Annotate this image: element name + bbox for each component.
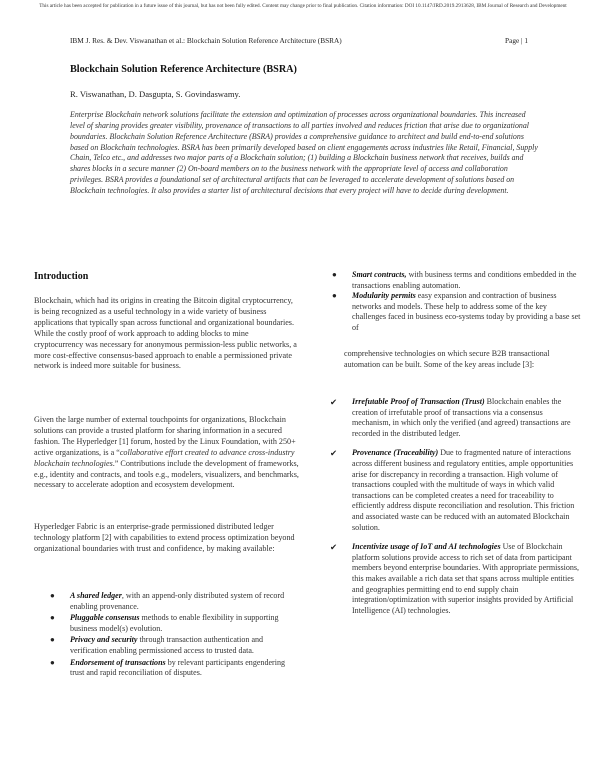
list-item	[330, 270, 582, 291]
list-item-term: Provenance (Traceability)	[352, 448, 439, 458]
page-number: Page | 1	[505, 36, 528, 45]
fabric-features-list-continued	[330, 270, 582, 334]
list-item-text: by relevant participants engendering trust and rapid reconciliation of disputes.	[70, 657, 286, 678]
fabric-features-list	[48, 591, 300, 680]
bullet-icon: ●	[50, 635, 55, 645]
list-item-text: Use of Blockchain platform solutions provide access to rich set of data from participant members beyond enterprise boundaries. With appropriate permissions, this makes available a rich data set that spans across multiple entities and geographies permitting end to end supply chain integration/optimization with superior insights provided by Artificial Intelligence (AI) technologies.	[352, 542, 580, 615]
list-item-term: Pluggable consensus	[70, 613, 140, 623]
bullet-icon: ●	[50, 591, 55, 600]
list-item	[330, 448, 582, 533]
checkmark-icon: ✔	[330, 542, 338, 553]
list-item-term: A shared ledger	[70, 591, 122, 600]
list-item	[48, 591, 300, 612]
intro-paragraph-2-part-b: .” Contributions include the development of frameworks, e.g., identity and contracts, and tools e.g., modelers, visualizers, and benchmarks, necessary to accelerate adoption and ecosystem development.	[34, 458, 299, 490]
checkmark-icon: ✔	[330, 397, 338, 407]
bullet-icon: ●	[50, 657, 55, 667]
list-item-text: Due to fragmented nature of interactions across different business and regulatory entities, ample opportunities arise for discrepancy in recording a transaction. High volume of transactions coupled with the multitude of ways in which valid transactions can be completed creates a need for traceability to efficiently address dispute reconciliation and resolution. This friction and associated waste can be reduced with an automated Blockchain solution.	[352, 448, 575, 532]
list-item-text: with business terms and conditions embedded in the transactions enabling automation.	[352, 270, 577, 290]
list-item	[48, 635, 300, 656]
intro-paragraph-3: Hyperledger Fabric is an enterprise-grade permissioned distributed ledger technology platform [2] with capabilities to extend process optimization beyond organizational boundaries with trust and confidence, by making available:	[34, 522, 295, 553]
list-item-text: easy expansion and contraction of business networks and models. These help to address some of the key challenges faced in business eco-systems today by providing a base set of	[352, 291, 581, 332]
bullet-icon: ●	[332, 291, 337, 301]
list-item	[330, 397, 582, 439]
intro-paragraph-1: Blockchain, which had its origins in creating the Bitcoin digital cryptocurrency, is being recognized as a useful technology in a wide variety of business applications that typically span across functional and organizational boundaries. While the costly proof of work approach to adding blocks to mine cryptocurrency was necessary for anonymous permission-less public networks, a more cost-effective consensus-based approach to enable a permissioned private network is indeed more suitable for business.	[34, 296, 297, 371]
bullet-icon: ●	[50, 613, 55, 623]
list-item	[330, 291, 582, 333]
list-item-text: , with an append-only distributed system of record enabling provenance.	[70, 591, 285, 611]
intro-quote: collaborative effort created to advance cross-industry blockchain technologies	[34, 447, 295, 468]
running-head: IBM J. Res. & Dev. Viswanathan et al.: Blockchain Solution Reference Architecture (BSRA)	[70, 36, 342, 45]
key-areas-intro: comprehensive technologies on which secure B2B transactional automation can be built. Some of the key areas include [3]:	[344, 349, 550, 369]
list-item-text: through transaction authentication and verification enabling permissioned access to trusted data.	[70, 635, 264, 655]
list-item-term: Smart contracts,	[352, 270, 407, 279]
list-item-term: Privacy and security	[70, 635, 138, 645]
intro-paragraph-2	[34, 415, 299, 491]
list-item-term: Endorsement of transactions	[70, 657, 166, 667]
authors: R. Viswanathan, D. Dasgupta, S. Govindaswamy.	[70, 89, 241, 99]
paper-title: Blockchain Solution Reference Architecture (BSRA)	[70, 64, 297, 75]
abstract: Enterprise Blockchain network solutions facilitate the extension and optimization of processes across organizational boundaries. This increased level of sharing provides greater visibility, provenance of transactions to all parties involved and reduces friction that arise due to organizational boundaries. Blockchain Solution Reference Architecture (BSRA) provides a comprehensive guidance to architect and build end-to-end solutions based on Blockchain technologies. BSRA has been primarily developed based on client engagements across industries like Retail, Financial, Supply Chain, Telco etc., and addresses two major parts of a Blockchain solution; (1) building a Blockchain business network that receives, builds and shares blocks in a secure manner (2) On-board members on to the business network with the appropriate level of access and collaboration privileges. BSRA provides a foundational set of architectural artifacts that can be leveraged to accelerate development of solutions based on Blockchain technologies. It also provides a starter list of architectural decisions that every project will have to decide during development.	[70, 110, 538, 195]
publication-notice: This article has been accepted for publication in a future issue of this journal, but has not been fully edited. Content may change prior to final publication. Citation information: DOI 10.1147/JRD.2019.2913628, IBM Journal of Research and Development	[39, 3, 567, 9]
bullet-icon: ●	[332, 270, 337, 279]
list-item-term: Irrefutable Proof of Transaction (Trust)	[352, 397, 485, 406]
section-heading-introduction: Introduction	[34, 271, 89, 282]
list-item-text: methods to enable flexibility in supporting business model(s) evolution.	[70, 613, 279, 633]
list-item-term: Modularity permits	[352, 291, 416, 301]
key-areas-list	[330, 397, 582, 625]
intro-paragraph-2-part-a: Given the large number of external touchpoints for organizations, Blockchain solutions can provide a trusted platform for sharing information in a secured fashion. The Hyperledger [1] forum, hosted by the Linux Foundation, with 250+ active organizations, is a “	[34, 415, 296, 457]
checkmark-icon: ✔	[330, 448, 338, 459]
list-item	[48, 658, 300, 679]
list-item-term: Incentivize usage of IoT and AI technologies	[352, 542, 501, 552]
list-item	[48, 613, 300, 634]
list-item	[330, 542, 582, 616]
list-item-text: Blockchain enables the creation of irrefutable proof of transactions via a consensus mechanism, in which only the verified (and agreed) transactions are recorded in the distributed ledger.	[352, 397, 571, 438]
